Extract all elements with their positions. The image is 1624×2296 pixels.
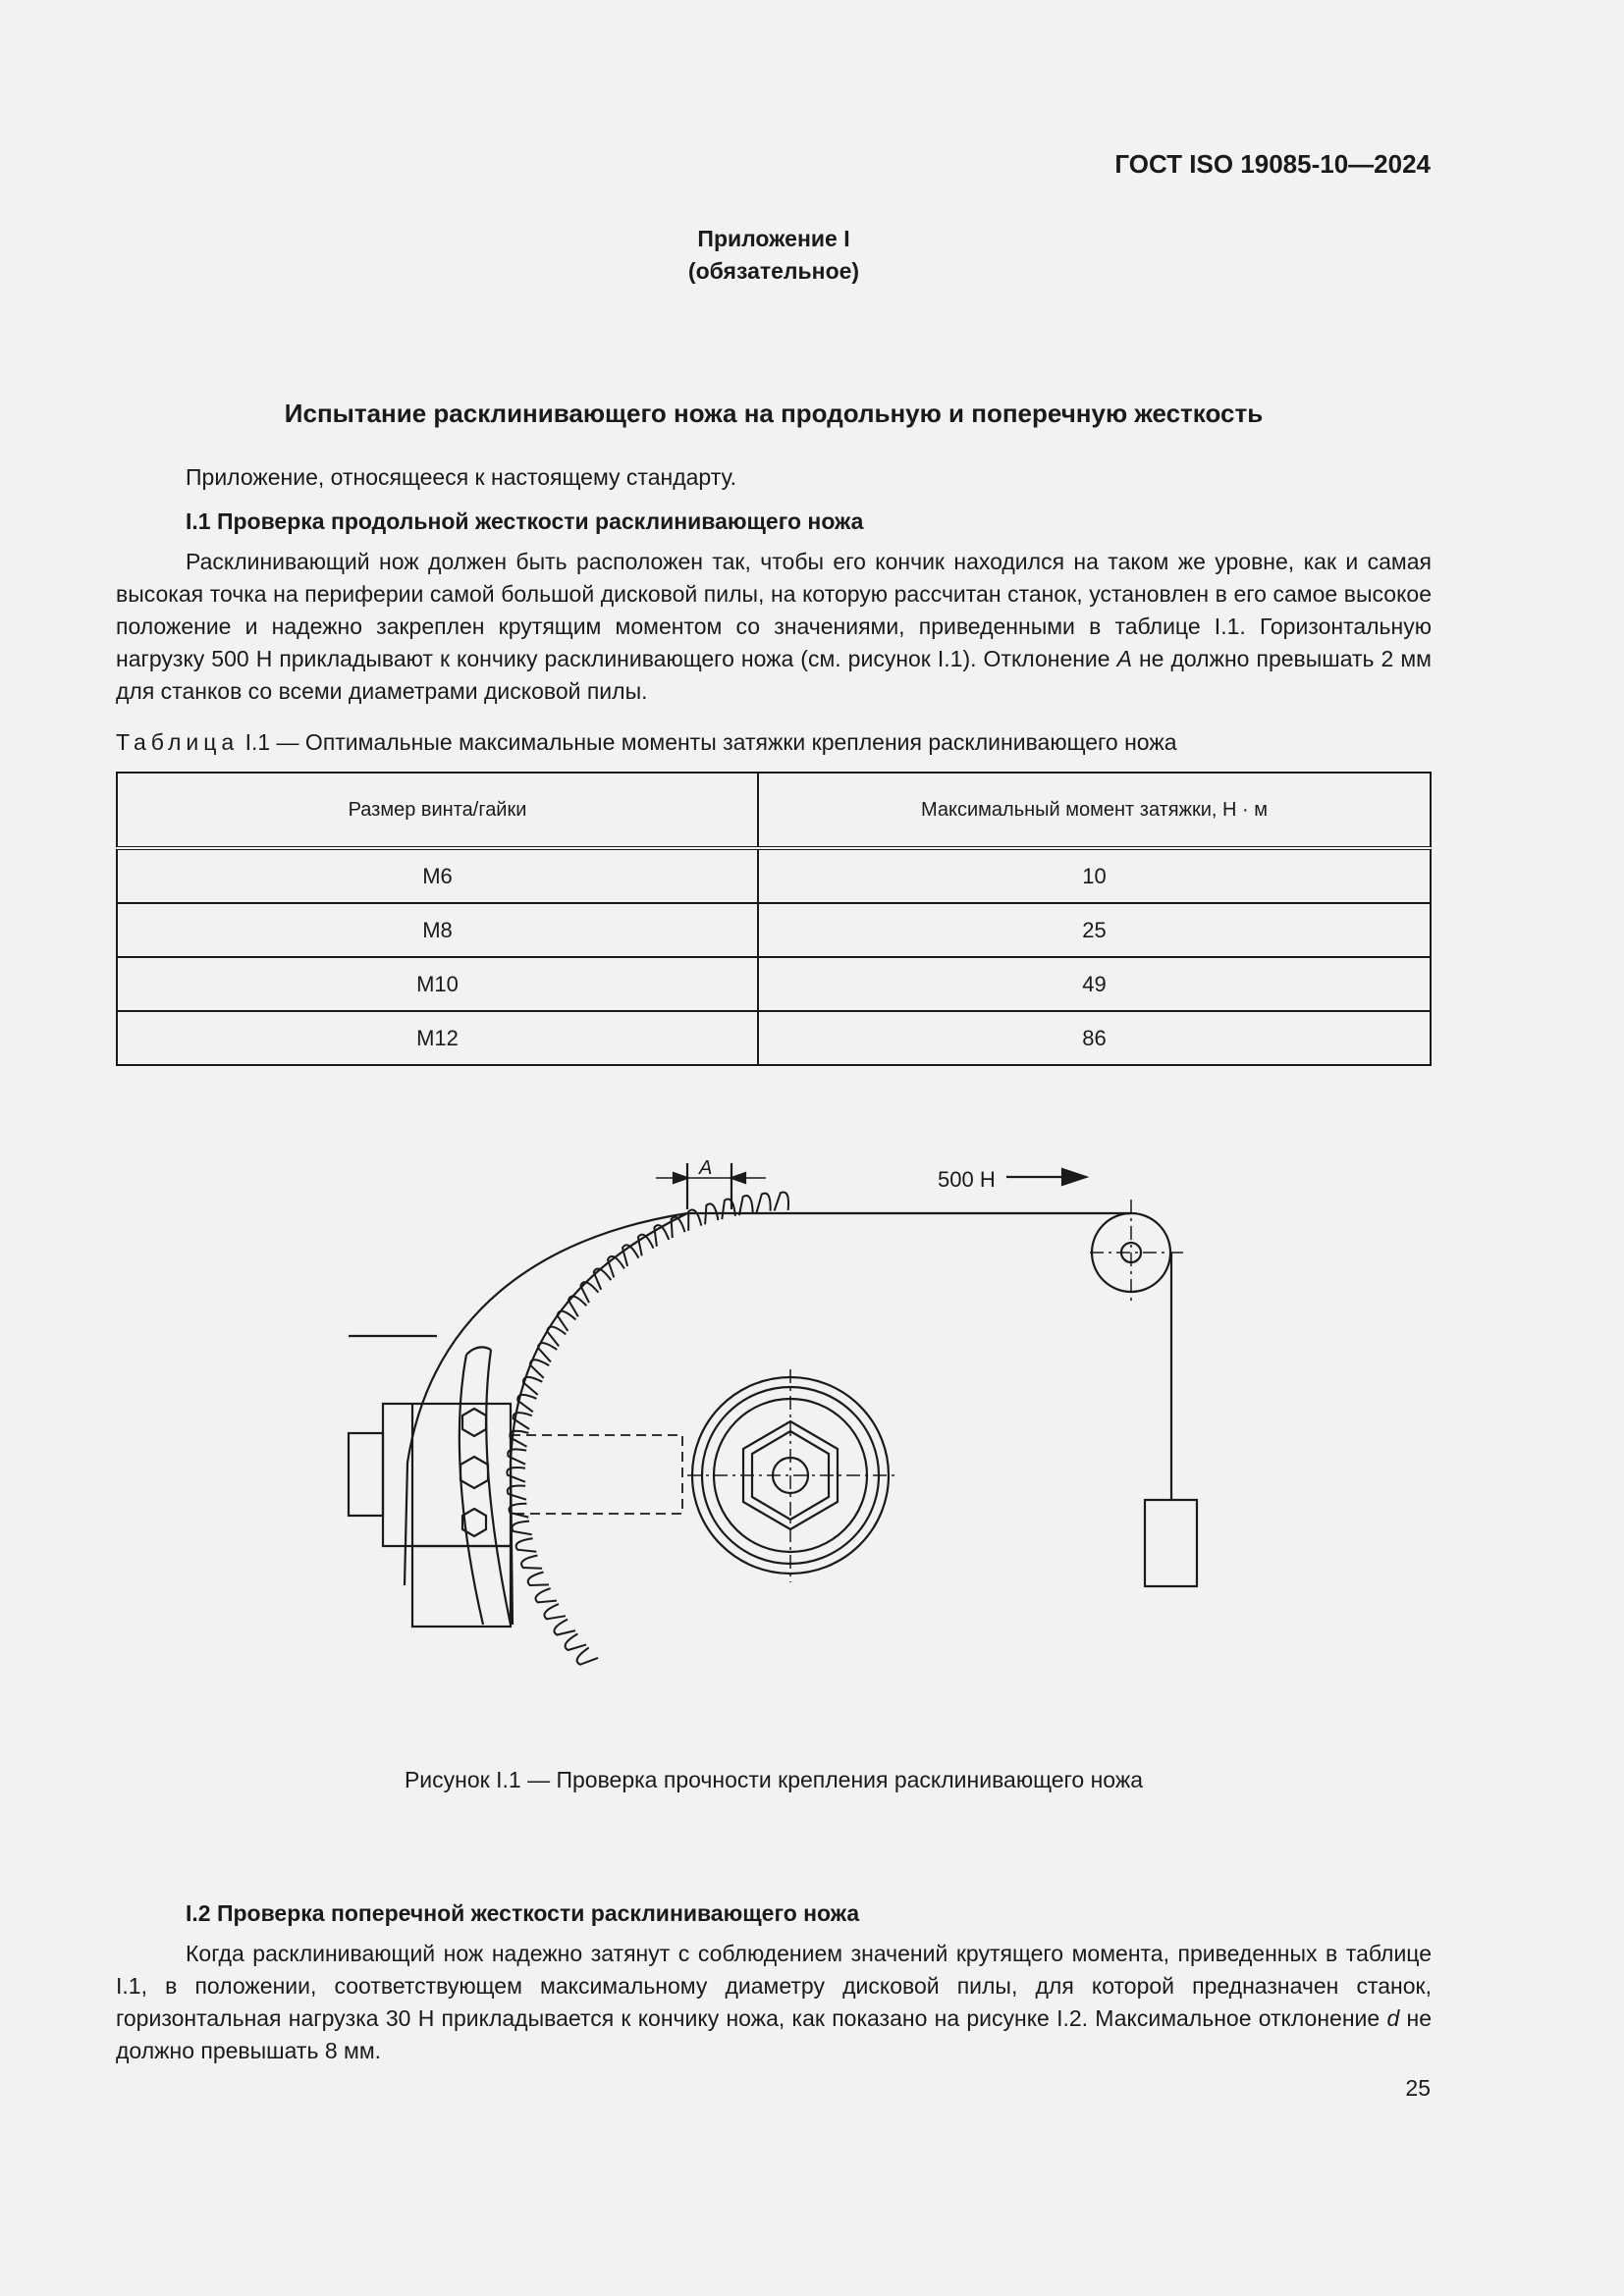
torque-table [116,772,1432,1066]
table-caption: Таблица I.1 — Оптимальные максимальные моменты затяжки крепления расклинивающего ножа [116,729,1177,755]
saw-tooth [516,1538,537,1552]
saw-tooth [528,1573,549,1586]
pulley [1090,1200,1188,1306]
annex-status: (обязательное) [687,258,860,284]
cable [687,1213,1171,1500]
saw-tooth [558,1311,576,1331]
guide-bar [460,1347,511,1625]
hidden-bracket [511,1435,682,1514]
saw-tooth [654,1225,669,1247]
saw-tooth [722,1200,735,1220]
label-deflection-a: A [699,1157,713,1179]
saw-tooth [538,1343,557,1362]
riving-knife [405,1213,687,1625]
saw-tooth [775,1192,788,1210]
label-force: 500 Н [938,1167,996,1192]
subsection-1-paragraph: Расклинивающий нож должен быть расположен так, чтобы его кончик находился на таком же уровне, как и самая высокая точка на периферии самой большой дисковой пилы, на которую рассчитан станок, установлен в его самое высокое положение и надежно закреплен крутящим моментом со значениями, приведенными в таблице I.1. Горизонтальную нагрузку 500 Н прикладывают к кончику расклинивающего ножа (см. рисунок I.1). Отклонение A не должно превышать 2 мм для станков со всеми диаметрами дисковой пилы. [116,549,1432,704]
standard-code: ГОСТ ISO 19085-10—2024 [1114,149,1431,179]
table-row [117,848,1431,903]
table-cell: 25 [758,903,1431,957]
saw-tooth [638,1235,654,1256]
table-row [117,957,1431,1011]
page-number: 25 [1405,2075,1431,2101]
table-header-cell: Максимальный момент затяжки, Н · м [758,773,1431,848]
table-cell: M10 [117,957,758,1011]
saw-tooth [530,1360,549,1378]
table-cell: 10 [758,848,1431,903]
table-row [117,903,1431,957]
saw-tooth [757,1194,771,1213]
saw-tooth [512,1522,531,1535]
annex-title: Приложение I [697,226,850,251]
saw-teeth [507,1192,788,1664]
table-row [117,1011,1431,1065]
subsection-2-heading: I.2 Проверка поперечной жесткости расклинивающего ножа [186,1900,860,1926]
table-header-row [117,773,1431,848]
saw-tooth [547,1327,566,1347]
weight-block [1145,1500,1197,1586]
saw-tooth [566,1633,587,1650]
table-cell: M8 [117,903,758,957]
saw-tooth [521,1556,542,1569]
saw-tooth [523,1377,542,1395]
subsection-1-heading: I.1 Проверка продольной жесткости расклинивающего ножа [186,508,864,534]
table-cell: M12 [117,1011,758,1065]
table-cell: M6 [117,848,758,903]
figure-caption: Рисунок I.1 — Проверка прочности крепления расклинивающего ножа [404,1767,1144,1792]
saw-tooth [577,1648,598,1665]
intro-paragraph: Приложение, относящееся к настоящему стандарту. [186,464,737,490]
table-cell: 49 [758,957,1431,1011]
saw-tooth [544,1604,566,1619]
spindle-flange [687,1369,898,1582]
riving-knife-figure [334,1148,1218,1718]
saw-tooth [554,1620,575,1635]
saw-tooth [535,1588,556,1602]
table-cell: 86 [758,1011,1431,1065]
table-header-cell: Размер винта/гайки [117,773,758,848]
subsection-2-paragraph: Когда расклинивающий нож надежно затянут с соблюдением значений крутящего момента, приведенных в таблице I.1, в положении, соответствующем максимальному диаметру дисковой пилы, для которой предназначен станок, горизонтальная нагрузка 30 Н прикладывается к кончику ножа, как показано на рисунке I.2. Максимальное отклонение d не должно превышать 8 мм. [116,1941,1433,2063]
force-arrow [1006,1169,1086,1185]
saw-tooth [623,1245,638,1266]
saw-tooth [608,1256,624,1277]
section-title: Испытание расклинивающего ножа на продольную и поперечную жесткость [284,399,1264,428]
